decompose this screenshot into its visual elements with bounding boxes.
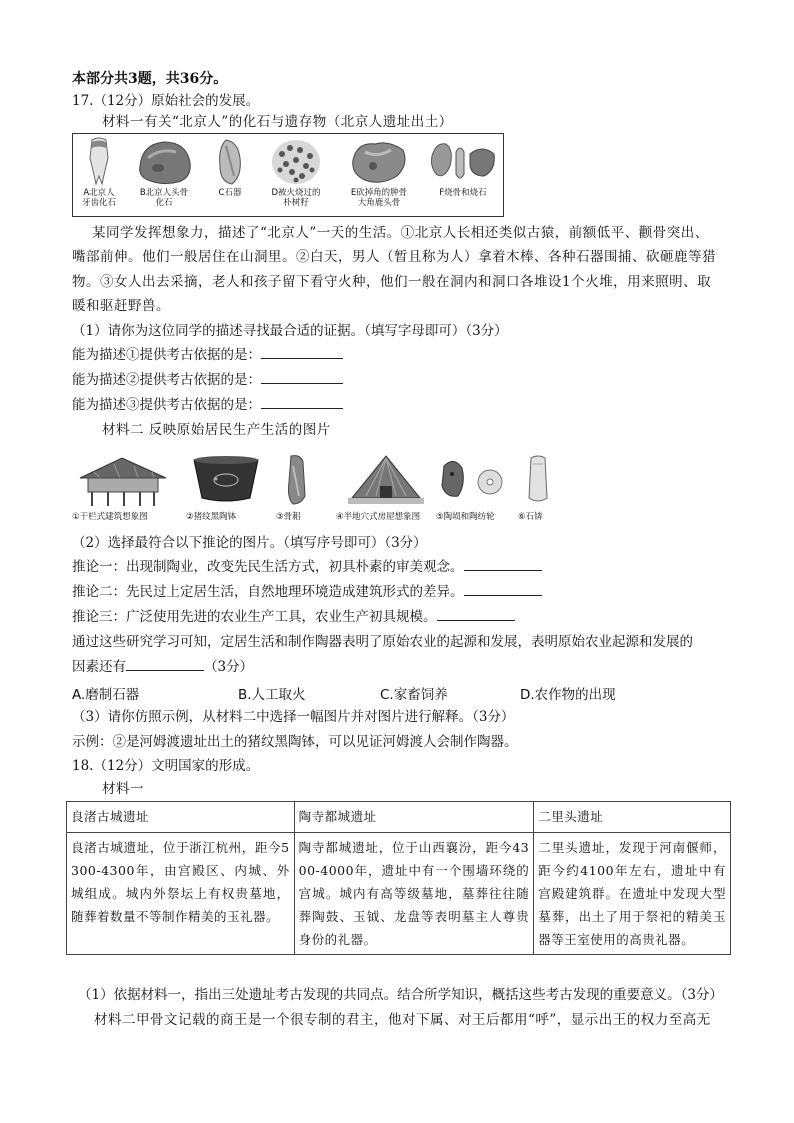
fig-c-caption-1: C石器: [218, 188, 242, 198]
q17-paragraph-line-4: 暖和驱赶野兽。: [72, 298, 170, 314]
sites-table: [66, 801, 731, 955]
fig2-4-caption: ④半地穴式房屋想象图: [336, 512, 421, 522]
fig2-2-caption: ②猪纹黑陶钵: [186, 512, 237, 522]
table-header-row: [67, 802, 731, 833]
fig-c-stone-tool: [207, 136, 253, 214]
q17-sub1-line-1-text: 能为描述①提供考古依据的是：: [72, 347, 261, 363]
fig2-3-bone-spade: [276, 452, 316, 524]
q17-inference-2-text: 推论二：先民过上定居生活，自然地理环境造成建筑形式的差异。: [72, 584, 464, 600]
q18-material2-line: 材料二甲骨文记载的商王是一个很专制的君主，他对下属、对王后都用“呼”，显示出王的权力至高无: [94, 1012, 711, 1028]
q17-inference-1-text: 推论一：出现制陶业，改变先民生活方式，初具朴素的审美观念。: [72, 559, 464, 575]
q18-title: 18.（12分）文明国家的形成。: [72, 758, 260, 774]
fig-e-caption-1: E砍掉角的肿骨: [350, 188, 408, 198]
deer-skull-image: [347, 136, 411, 188]
option-d[interactable]: D.农作物的出现: [520, 687, 616, 703]
fig2-6-caption: ⑥石锛: [518, 512, 543, 522]
q17-conclusion-line-2: [72, 658, 253, 676]
q17-sub1-line-2: [72, 371, 343, 389]
table-header-erlitou: 二里头遗址: [534, 802, 731, 833]
semi-subterranean-house-image: [346, 452, 426, 508]
q17-sub1-prompt: （1）请你为这位同学的描述寻找最合适的证据。（填写字母即可）（3分）: [72, 323, 508, 339]
q17-sub1-line-2-text: 能为描述②提供考古依据的是：: [72, 372, 261, 388]
q17-inference-1: [72, 558, 542, 576]
option-b[interactable]: B.人工取火: [238, 687, 306, 703]
fig2-5-caption: ⑤陶埙和陶纺轮: [436, 512, 495, 522]
table-cell-liangzhu: [67, 833, 295, 955]
q17-material2-caption: 材料二 反映原始居民生产生活的图片: [102, 422, 331, 438]
fig-b-caption-1: B北京人头骨: [139, 188, 189, 198]
q17-inference-1-blank[interactable]: [464, 558, 542, 571]
fig-f-burnt-bones: [425, 136, 501, 214]
fig2-1-stilt-house: [72, 452, 172, 524]
option-a[interactable]: A.磨制石器: [72, 687, 140, 703]
fig2-5-xun-and-whorl: [436, 452, 512, 524]
fig-e-caption-2: 大角鹿头骨: [357, 198, 401, 208]
table-header-taosi: 陶寺都城遗址: [294, 802, 534, 833]
fig-d-caption-1: D被火烧过的: [271, 188, 321, 198]
q17-sub2-prompt: （2）选择最符合以下推论的图片。（填写序号即可）（3分）: [72, 535, 427, 551]
table-cell-taosi-text: 陶寺都城遗址，位于山西襄汾，距今4300-4000年，遗址中有一个围墙环绕的宫城。城内有高等级墓地，墓葬往往随葬陶鼓、玉钺、龙盘等表明墓主人尊贵身份的礼器。: [298, 840, 530, 947]
table-row: [67, 833, 731, 955]
q17-sub1-line-3: [72, 396, 343, 414]
pottery-xun-and-spindle-whorl-image: [436, 452, 512, 508]
q17-sub1-answer-1-blank[interactable]: [261, 346, 343, 359]
material1-figure-strip: [72, 133, 504, 217]
q18-sub1-prompt: （1）依据材料一，指出三处遗址考古发现的共同点。结合所学知识，概括这些考古发现的重要意义。（3分）: [78, 987, 723, 1003]
fig2-4-pit-house: [336, 452, 436, 524]
q17-conclusion-blank[interactable]: [126, 658, 204, 671]
stone-adze-image: [523, 452, 553, 508]
fig2-1-caption: ①干栏式建筑想象图: [72, 512, 148, 522]
q17-sub1-answer-3-blank[interactable]: [261, 396, 343, 409]
tooth-fossil-image: [84, 136, 114, 188]
fig-d-caption-2: 朴树籽: [283, 198, 309, 208]
skull-fossil-image: [134, 136, 194, 188]
q17-inference-2-blank[interactable]: [464, 583, 542, 596]
burnt-bones-image: [428, 136, 498, 188]
fig-b-caption-2: 化石: [155, 198, 173, 208]
q17-inference-2: [72, 583, 542, 601]
q17-inference-3-blank[interactable]: [437, 608, 515, 621]
q17-inference-3: [72, 608, 515, 626]
fig-d-seeds: [261, 136, 331, 214]
q17-paragraph-line-3: 物。③女人出去采摘，老人和孩子留下看守火种，他们一般在洞内和洞口各堆设1个火堆，用来照明、取: [72, 274, 712, 290]
q17-paragraph-line-1: 某同学发挥想象力，描述了“北京人”一天的生活。①北京人长相还类似古猿，前额低平、颧骨突出、: [92, 225, 709, 241]
q17-sub1-line-1: [72, 346, 343, 364]
q18-material1-label: 材料一: [102, 781, 144, 797]
table-cell-erlitou: [534, 833, 731, 955]
stone-tool-image: [212, 136, 248, 188]
q17-paragraph-line-2: 嘴部前伸。他们一般居住在山洞里。②白天，男人（暂且称为人）拿着木棒、各种石器围捕、砍砸鹿等猎: [72, 249, 716, 265]
fig2-3-caption: ③骨耜: [276, 512, 301, 522]
q17-title: 17.（12分）原始社会的发展。: [72, 93, 260, 109]
table-cell-taosi: [294, 833, 534, 955]
q17-material1-caption: 材料一有关“北京人”的化石与遗存物（北京人遗址出土）: [102, 114, 453, 130]
fig-e-deer-skull: [339, 136, 419, 214]
table-cell-erlitou-text: 二里头遗址，发现于河南偃师，距今约4100年左右，遗址中有宫殿建筑群。在遗址中发现大型墓葬，出土了用于祭祀的精美玉器等王室使用的高贵礼器。: [538, 840, 726, 947]
q17-conclusion-after: （3分）: [204, 659, 254, 675]
q17-conclusion-before: 因素还有: [72, 659, 126, 675]
fig2-6-stone-adze: [518, 452, 558, 524]
section-header: 本部分共3题，共36分。: [72, 71, 228, 87]
fig2-2-pottery-bowl: [186, 452, 266, 524]
fig-a-caption-1: A北京人: [83, 188, 115, 198]
fig-f-caption-1: F烧骨和烧石: [439, 188, 487, 198]
table-cell-liangzhu-text: 良渚古城遗址，位于浙江杭州，距今5300-4300年，由宫殿区、内城、外城组成。城内外祭坛上有权贵墓地，随葬着数量不等制作精美的玉礼器。: [71, 840, 290, 924]
q17-inference-3-text: 推论三：广泛使用先进的农业生产工具，农业生产初具规模。: [72, 609, 437, 625]
burnt-seeds-image: [268, 136, 324, 188]
table-header-liangzhu: 良渚古城遗址: [67, 802, 295, 833]
stilt-house-image: [74, 452, 170, 508]
black-pottery-bowl-image: [190, 452, 262, 508]
bone-spade-image: [281, 452, 311, 508]
q17-sub3-prompt: （3）请你仿照示例，从材料二中选择一幅图片并对图片进行解释。（3分）: [72, 709, 515, 725]
q17-example: 示例：②是河姆渡遗址出土的猪纹黑陶钵，可以见证河姆渡人会制作陶器。: [72, 734, 518, 750]
fig-a-tooth: [75, 136, 123, 214]
fig-b-skull: [129, 136, 199, 214]
option-c[interactable]: C.家畜饲养: [380, 687, 448, 703]
fig-a-caption-2: 牙齿化石: [81, 198, 116, 208]
q17-conclusion-line-1: 通过这些研究学习可知，定居生活和制作陶器表明了原始农业的起源和发展，表明原始农业起源和发展的: [72, 634, 693, 650]
q17-sub1-line-3-text: 能为描述③提供考古依据的是：: [72, 397, 261, 413]
q17-sub1-answer-2-blank[interactable]: [261, 371, 343, 384]
